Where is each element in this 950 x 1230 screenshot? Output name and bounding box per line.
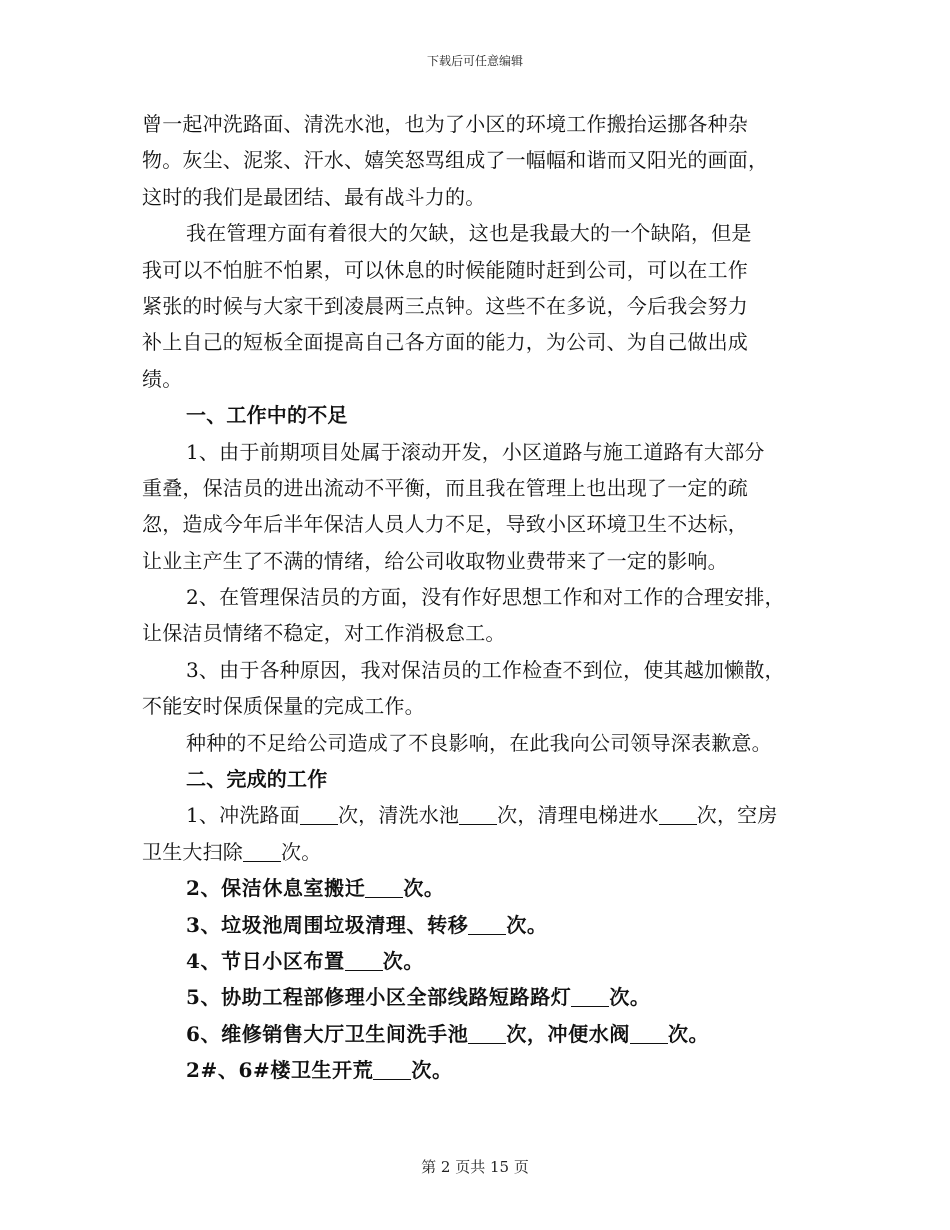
- fill-blank: [468, 916, 506, 935]
- paragraph-line: 3、由于各种原因，我对保洁员的工作检查不到位，使其越加懒散，: [186, 657, 785, 682]
- paragraph-line: 我在管理方面有着很大的欠缺，这也是我最大的一个缺陷，但是: [186, 221, 752, 246]
- section-heading: 一、工作中的不足: [186, 403, 348, 428]
- list-item-text: 次。: [667, 1021, 710, 1046]
- paragraph-line: 种种的不足给公司造成了不良影响，在此我向公司领导深表歉意。: [186, 730, 772, 755]
- list-item-text: 次。: [609, 985, 651, 1010]
- fill-blank: [365, 879, 403, 898]
- list-item: [142, 834, 817, 870]
- list-item: [142, 943, 817, 979]
- list-item: [142, 1016, 817, 1052]
- fill-blank: [459, 806, 497, 825]
- list-item: [142, 1052, 817, 1088]
- list-item-text: 6、维修销售大厅卫生间洗手池: [186, 1021, 469, 1046]
- list-item: [142, 797, 817, 833]
- paragraph-line: 我可以不怕脏不怕累，可以休息的时候能随时赶到公司，可以在工作: [142, 257, 748, 282]
- paragraph-line: 1、由于前期项目处属于滚动开发，小区道路与施工道路有大部分: [186, 439, 765, 464]
- paragraph-line: 重叠，保洁员的进出流动不平衡，而且我在管理上也出现了一定的疏: [142, 475, 748, 500]
- fill-blank: [243, 843, 281, 862]
- list-item-text: 次，空房: [696, 803, 778, 828]
- fill-blank: [468, 1025, 506, 1044]
- fill-blank: [373, 1061, 411, 1080]
- paragraph-line: 曾一起冲洗路面、清洗水池，也为了小区的环境工作搬抬运挪各种杂: [142, 112, 748, 136]
- page-header: 下载后可任意编辑: [426, 54, 523, 68]
- list-item: [142, 907, 817, 943]
- fill-blank: [571, 988, 609, 1007]
- paragraph-line: 补上自己的短板全面提高自己各方面的能力，为公司、为自己做出成: [142, 330, 748, 355]
- paragraph-line: 让业主产生了不满的情绪，给公司收取物业费带来了一定的影响。: [142, 548, 728, 573]
- paragraph-line: 物。灰尘、泥浆、汗水、嬉笑怒骂组成了一幅幅和谐而又阳光的画面，: [142, 148, 769, 173]
- paragraph-line: 2、在管理保洁员的方面，没有作好思想工作和对工作的合理安排，: [186, 585, 785, 610]
- fill-blank: [630, 1025, 668, 1044]
- list-item-text: 5、协助工程部修理小区全部线路短路路灯: [186, 985, 572, 1010]
- list-item-text: 3、垃圾池周围垃圾清理、转移: [186, 912, 469, 937]
- list-item-text: 1、冲洗路面: [186, 803, 300, 828]
- list-item-text: 4、节日小区布置: [186, 948, 345, 973]
- paragraph-line: 不能安时保质保量的完成工作。: [142, 694, 425, 719]
- page-footer: 第 2 页共 15 页: [421, 1158, 529, 1176]
- section-heading: 二、完成的工作: [186, 767, 328, 792]
- list-item: [142, 979, 817, 1015]
- list-item-text: 卫生大扫除: [142, 839, 243, 864]
- paragraph-line: 这时的我们是最团结、最有战斗力的。: [142, 184, 486, 209]
- paragraph-line: 绩。: [142, 366, 183, 391]
- fill-blank: [300, 806, 338, 825]
- list-item-text: 次，清洗水池: [337, 803, 460, 828]
- list-item-text: 次，冲便水阀: [506, 1021, 630, 1046]
- list-item-text: 次。: [281, 839, 322, 864]
- list-item-text: 次，清理电梯进水: [497, 803, 659, 828]
- fill-blank: [345, 952, 383, 971]
- list-item: [142, 870, 817, 906]
- list-item-text: 次。: [506, 912, 548, 937]
- paragraph-line: 让保洁员情绪不稳定，对工作消极怠工。: [142, 621, 506, 646]
- document-body: [142, 106, 817, 1089]
- list-item-text: 次。: [411, 1058, 453, 1083]
- list-item-text: 次。: [403, 876, 445, 901]
- list-item-text: 2、保洁休息室搬迁: [186, 876, 366, 901]
- list-item-text: 次。: [382, 948, 424, 973]
- list-item-text: 2#、6#楼卫生开荒: [186, 1058, 374, 1083]
- paragraph-line: 紧张的时候与大家干到凌晨两三点钟。这些不在多说，今后我会努力: [142, 293, 748, 318]
- fill-blank: [659, 806, 697, 825]
- paragraph-line: 忽，造成今年后半年保洁人员人力不足，导致小区环境卫生不达标，: [142, 512, 748, 537]
